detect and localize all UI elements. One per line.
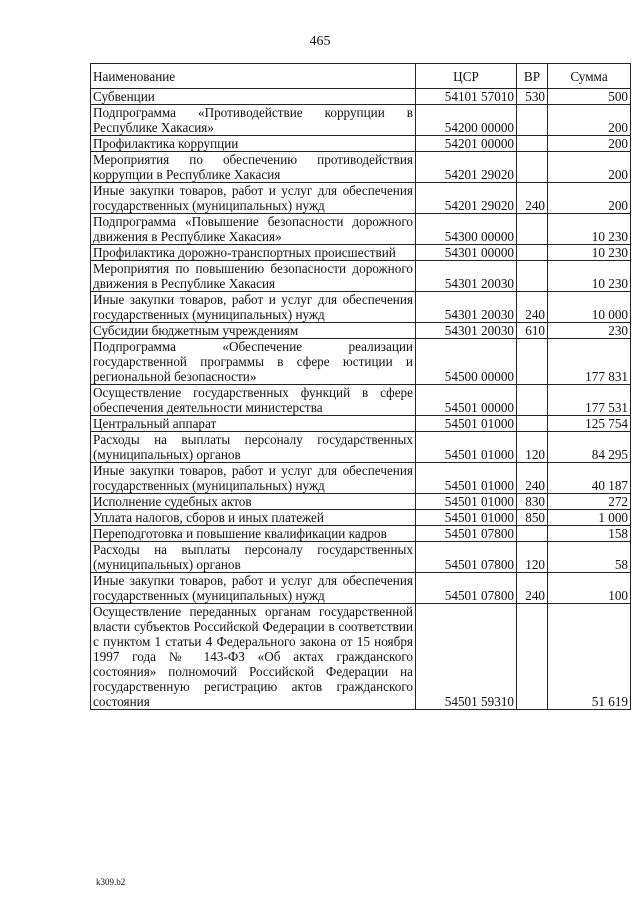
cell-csr: 54300 00000 <box>416 214 517 245</box>
table-row <box>91 510 631 526</box>
table-row <box>91 152 631 183</box>
cell-name: Подпрограмма «Противодействие коррупции в Республике Хакасия» <box>91 105 416 136</box>
cell-sum: 200 <box>548 105 631 136</box>
table-row <box>91 105 631 136</box>
page-number: 465 <box>309 34 331 49</box>
cell-vr: 830 <box>517 494 548 510</box>
cell-vr: 530 <box>517 89 548 105</box>
cell-vr <box>517 339 548 385</box>
cell-sum: 10 000 <box>548 292 631 323</box>
cell-sum: 51 619 <box>548 604 631 710</box>
cell-name: Иные закупки товаров, работ и услуг для обеспечения государственных (муниципальных) нужд <box>91 183 416 214</box>
cell-sum: 230 <box>548 323 631 339</box>
cell-sum: 58 <box>548 542 631 573</box>
cell-csr: 54501 01000 <box>416 510 517 526</box>
cell-name: Субсидии бюджетным учреждениям <box>91 323 416 339</box>
cell-sum: 500 <box>548 89 631 105</box>
cell-sum: 100 <box>548 573 631 604</box>
table-row <box>91 385 631 416</box>
cell-vr: 240 <box>517 292 548 323</box>
cell-name: Мероприятия по повышению безопасности дорожного движения в Республике Хакасия <box>91 261 416 292</box>
cell-vr: 240 <box>517 463 548 494</box>
table-row <box>91 416 631 432</box>
table-row <box>91 323 631 339</box>
cell-sum: 125 754 <box>548 416 631 432</box>
cell-name: Расходы на выплаты персоналу государственных (муниципальных) органов <box>91 542 416 573</box>
cell-csr: 54501 59310 <box>416 604 517 710</box>
table-row <box>91 292 631 323</box>
cell-name: Профилактика дорожно-транспортных происшествий <box>91 245 416 261</box>
cell-csr: 54501 01000 <box>416 432 517 463</box>
cell-vr <box>517 416 548 432</box>
cell-csr: 54200 00000 <box>416 105 517 136</box>
cell-name: Расходы на выплаты персоналу государственных (муниципальных) органов <box>91 432 416 463</box>
cell-name: Осуществление государственных функций в сфере обеспечения деятельности министерства <box>91 385 416 416</box>
cell-sum: 84 295 <box>548 432 631 463</box>
cell-csr: 54501 00000 <box>416 385 517 416</box>
table-row <box>91 542 631 573</box>
cell-vr: 240 <box>517 183 548 214</box>
cell-sum: 158 <box>548 526 631 542</box>
cell-vr <box>517 385 548 416</box>
cell-csr: 54501 07800 <box>416 542 517 573</box>
cell-csr: 54500 00000 <box>416 339 517 385</box>
cell-vr: 120 <box>517 432 548 463</box>
table-row <box>91 573 631 604</box>
cell-vr <box>517 604 548 710</box>
header-csr: ЦСР <box>416 64 517 89</box>
table-row <box>91 494 631 510</box>
cell-name: Иные закупки товаров, работ и услуг для обеспечения государственных (муниципальных) нужд <box>91 292 416 323</box>
cell-csr: 54501 01000 <box>416 416 517 432</box>
cell-vr: 120 <box>517 542 548 573</box>
cell-vr <box>517 214 548 245</box>
cell-csr: 54301 20030 <box>416 292 517 323</box>
table-row <box>91 89 631 105</box>
cell-sum: 10 230 <box>548 214 631 245</box>
table-row <box>91 526 631 542</box>
cell-name: Подпрограмма «Обеспечение реализации государственной программы в сфере юстиции и региональной безопасности» <box>91 339 416 385</box>
cell-csr: 54301 20030 <box>416 323 517 339</box>
cell-csr: 54501 01000 <box>416 494 517 510</box>
table-row <box>91 463 631 494</box>
cell-csr: 54201 29020 <box>416 183 517 214</box>
table-row <box>91 183 631 214</box>
cell-sum: 10 230 <box>548 245 631 261</box>
cell-vr: 610 <box>517 323 548 339</box>
table-row <box>91 604 631 710</box>
cell-name: Уплата налогов, сборов и иных платежей <box>91 510 416 526</box>
header-vr: ВР <box>517 64 548 89</box>
header-sum: Сумма <box>548 64 631 89</box>
cell-name: Субвенции <box>91 89 416 105</box>
cell-sum: 40 187 <box>548 463 631 494</box>
cell-csr: 54301 20030 <box>416 261 517 292</box>
cell-name: Мероприятия по обеспечению противодействия коррупции в Республике Хакасия <box>91 152 416 183</box>
table-row <box>91 245 631 261</box>
cell-sum: 200 <box>548 152 631 183</box>
cell-sum: 1 000 <box>548 510 631 526</box>
header-name: Наименование <box>91 64 416 89</box>
cell-sum: 177 831 <box>548 339 631 385</box>
cell-name: Осуществление переданных органам государственной власти субъектов Российской Федерации в соответствии с пунктом 1 статьи 4 Федерального закона от 15 ноября 1997 года № 143-ФЗ «Об актах гражданского состояния» полномочий Российской Федерации на государственную регистрацию актов гражданского состояния <box>91 604 416 710</box>
cell-vr <box>517 105 548 136</box>
cell-sum: 200 <box>548 183 631 214</box>
cell-csr: 54101 57010 <box>416 89 517 105</box>
table-row <box>91 432 631 463</box>
budget-table <box>90 63 631 710</box>
cell-name: Иные закупки товаров, работ и услуг для обеспечения государственных (муниципальных) нужд <box>91 573 416 604</box>
cell-vr <box>517 136 548 152</box>
cell-csr: 54501 01000 <box>416 463 517 494</box>
cell-vr <box>517 245 548 261</box>
cell-sum: 272 <box>548 494 631 510</box>
cell-name: Исполнение судебных актов <box>91 494 416 510</box>
cell-sum: 10 230 <box>548 261 631 292</box>
cell-csr: 54301 00000 <box>416 245 517 261</box>
cell-sum: 177 531 <box>548 385 631 416</box>
table-row <box>91 339 631 385</box>
cell-csr: 54501 07800 <box>416 526 517 542</box>
cell-csr: 54501 07800 <box>416 573 517 604</box>
cell-csr: 54201 29020 <box>416 152 517 183</box>
table-row <box>91 261 631 292</box>
cell-vr <box>517 526 548 542</box>
footer-code: k309.b2 <box>96 877 126 887</box>
cell-vr <box>517 152 548 183</box>
cell-vr: 240 <box>517 573 548 604</box>
table-row <box>91 136 631 152</box>
cell-name: Иные закупки товаров, работ и услуг для обеспечения государственных (муниципальных) нужд <box>91 463 416 494</box>
table-header-row <box>91 64 631 89</box>
cell-name: Подпрограмма «Повышение безопасности дорожного движения в Республике Хакасия» <box>91 214 416 245</box>
table-row <box>91 214 631 245</box>
cell-sum: 200 <box>548 136 631 152</box>
cell-name: Центральный аппарат <box>91 416 416 432</box>
cell-vr <box>517 261 548 292</box>
cell-vr: 850 <box>517 510 548 526</box>
cell-name: Переподготовка и повышение квалификации кадров <box>91 526 416 542</box>
table-body <box>91 89 631 710</box>
cell-csr: 54201 00000 <box>416 136 517 152</box>
cell-name: Профилактика коррупции <box>91 136 416 152</box>
